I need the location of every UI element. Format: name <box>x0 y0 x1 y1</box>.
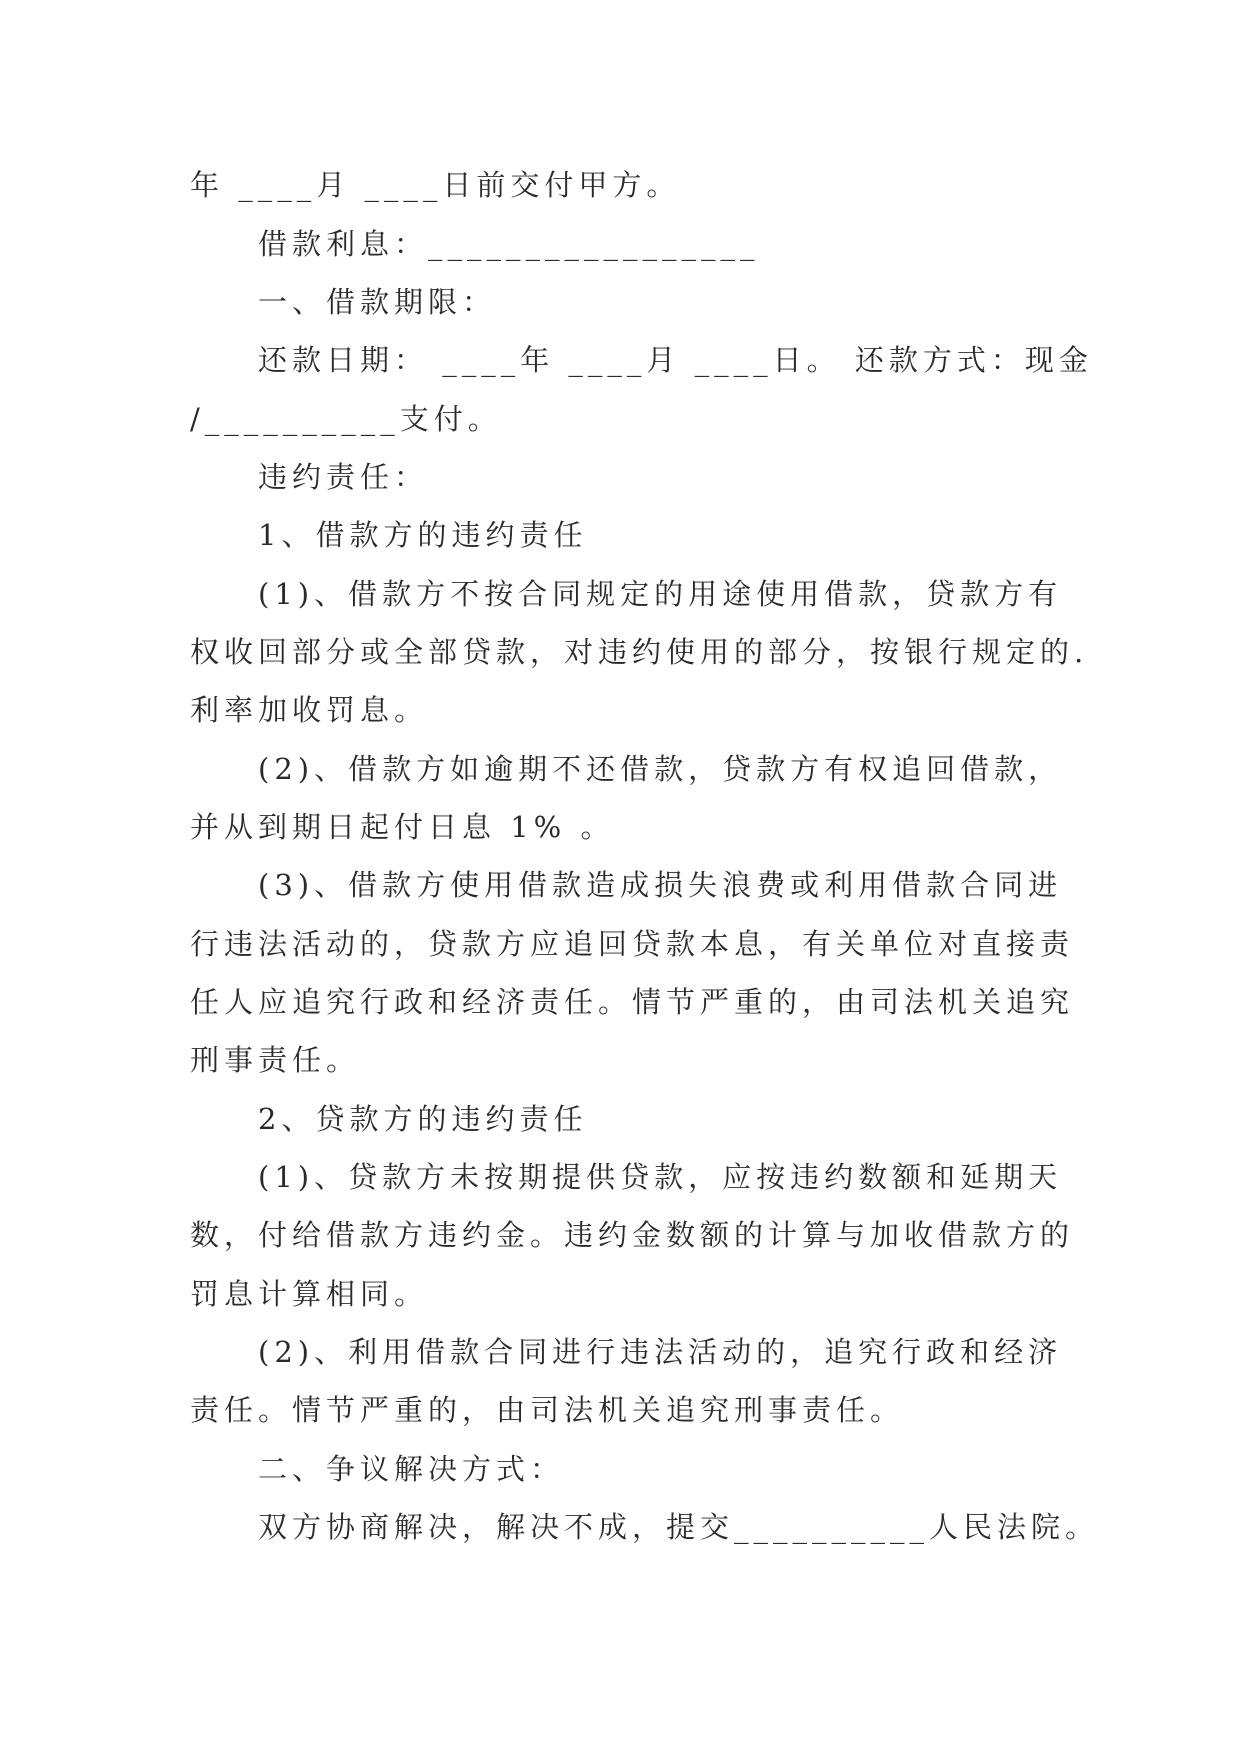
text-line: 行违法活动的，贷款方应追回贷款本息，有关单位对直接责 <box>190 927 1075 961</box>
text-line: (1)、贷款方未按期提供贷款，应按违约数额和延期天 <box>258 1160 1063 1194</box>
text-line: 年 ____月 ____日前交付甲方。 <box>190 168 681 202</box>
text-line: 任人应追究行政和经济责任。情节严重的，由司法机关追究 <box>190 985 1075 1019</box>
text-line: 二、争议解决方式： <box>258 1452 565 1486</box>
text-line: /__________支付。 <box>190 402 502 436</box>
text-line: 利率加收罚息。 <box>190 693 429 727</box>
text-line: (2)、借款方如逾期不还借款，贷款方有权追回借款， <box>258 752 1063 786</box>
text-line: 2、贷款方的违约责任 <box>258 1102 588 1136</box>
text-line: 数，付给借款方违约金。违约金数额的计算与加收借款方的 <box>190 1218 1075 1252</box>
text-line: 借款利息：_________________ <box>258 227 760 261</box>
text-line: 违约责任： <box>258 460 429 494</box>
text-line: (1)、借款方不按合同规定的用途使用借款，贷款方有 <box>258 577 1063 611</box>
text-line: 双方协商解决，解决不成，提交__________人民法院。 <box>258 1510 1100 1544</box>
text-line: 一、借款期限： <box>258 285 497 319</box>
text-line: 刑事责任。 <box>190 1043 361 1077</box>
text-line: 1、借款方的违约责任 <box>258 518 588 552</box>
text-line: 责任。情节严重的，由司法机关追究刑事责任。 <box>190 1393 905 1427</box>
text-line: 还款日期： ____年 ____月 ____日。 还款方式：现金 <box>258 343 1093 377</box>
text-line: (3)、借款方使用借款造成损失浪费或利用借款合同进 <box>258 868 1063 902</box>
text-line: 罚息计算相同。 <box>190 1277 429 1311</box>
text-line: 并从到期日起付日息 1% 。 <box>190 810 615 844</box>
text-line: 权收回部分或全部贷款，对违约使用的部分，按银行规定的. <box>190 635 1089 669</box>
text-line: (2)、利用借款合同进行违法活动的，追究行政和经济 <box>258 1335 1063 1369</box>
